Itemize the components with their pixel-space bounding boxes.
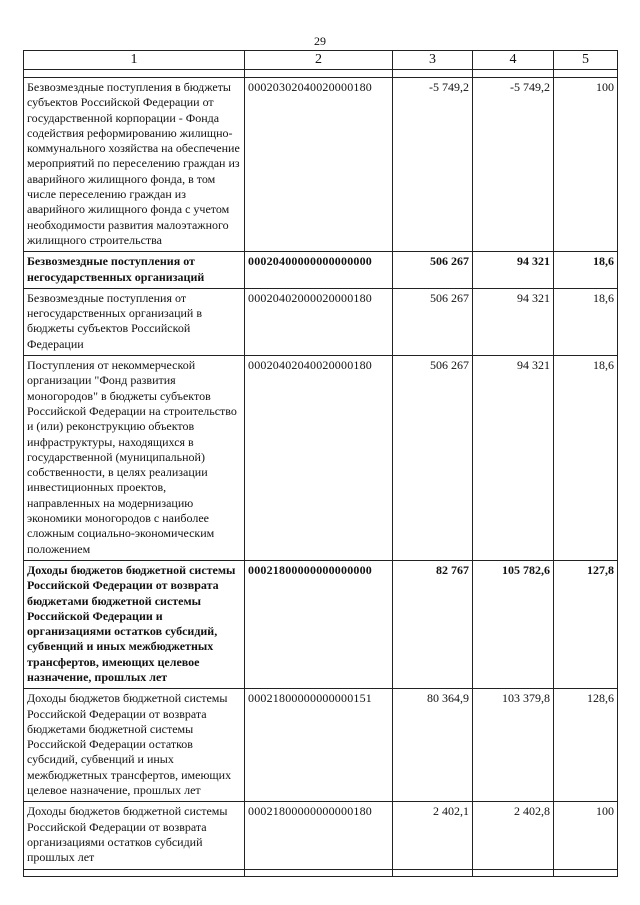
column-header-3: 3 bbox=[393, 51, 473, 70]
row-name-cell: Доходы бюджетов бюджетной системы Российской Федерации от возврата организациями остатков субсидий прошлых лет bbox=[24, 802, 245, 869]
budget-revenue-table bbox=[23, 50, 618, 877]
table-row bbox=[24, 252, 618, 289]
column-header-4: 4 bbox=[473, 51, 554, 70]
page-number: 29 bbox=[314, 34, 326, 48]
row-col5-cell: 18,6 bbox=[554, 356, 618, 561]
table-row bbox=[24, 356, 618, 561]
row-col3-cell: 82 767 bbox=[393, 560, 473, 688]
table-header bbox=[24, 51, 618, 70]
row-col4-cell: 94 321 bbox=[473, 288, 554, 355]
row-col3-cell: 2 402,1 bbox=[393, 802, 473, 869]
row-name-cell: Доходы бюджетов бюджетной системы Российской Федерации от возврата бюджетами бюджетной системы Российской Федерации и организациями остатков субсидий, субвенций и иных межбюджетных трансфертов, имеющих целевое назначение, прошлых лет bbox=[24, 560, 245, 688]
row-code-cell: 00020402000020000180 bbox=[245, 288, 393, 355]
row-code-cell: 00021800000000000000 bbox=[245, 560, 393, 688]
row-col3-cell: 506 267 bbox=[393, 356, 473, 561]
table-body bbox=[24, 70, 618, 877]
row-name-cell: Безвозмездные поступления от негосударственных организаций bbox=[24, 252, 245, 289]
row-code-cell: 00021800000000000180 bbox=[245, 802, 393, 869]
table-row bbox=[24, 560, 618, 688]
row-col4-cell: 2 402,8 bbox=[473, 802, 554, 869]
row-col4-cell: 94 321 bbox=[473, 356, 554, 561]
row-col4-cell: 94 321 bbox=[473, 252, 554, 289]
row-col5-cell: 128,6 bbox=[554, 689, 618, 802]
row-col5-cell: 100 bbox=[554, 78, 618, 252]
row-name-cell: Поступления от некоммерческой организации "Фонд развития моногородов" в бюджеты субъектов Российской Федерации на строительство и (или) реконструкцию объектов инфраструктуры, находящихся в государственной (муниципальной) собственности, в целях реализации инвестиционных проектов, направленных на модернизацию экономики моногородов с наиболее сложным социально-экономическим положением bbox=[24, 356, 245, 561]
row-code-cell: 00020302040020000180 bbox=[245, 78, 393, 252]
table-closing-row bbox=[24, 869, 618, 876]
row-name-cell: Доходы бюджетов бюджетной системы Российской Федерации от возврата бюджетами бюджетной системы Российской Федерации остатков субсидий, субвенций и иных межбюджетных трансфертов, имеющих целевое назначение, прошлых лет bbox=[24, 689, 245, 802]
row-col5-cell: 127,8 bbox=[554, 560, 618, 688]
row-col5-cell: 18,6 bbox=[554, 288, 618, 355]
row-col3-cell: 506 267 bbox=[393, 252, 473, 289]
row-name-cell: Безвозмездные поступления в бюджеты субъектов Российской Федерации от государственной корпорации - Фонда содействия реформированию жилищно-коммунального хозяйства на обеспечение мероприятий по переселению граждан из аварийного жилищного фонда, в том числе переселению граждан из аварийного жилищного фонда с учетом необходимости развития малоэтажного жилищного строительства bbox=[24, 78, 245, 252]
column-header-1: 1 bbox=[24, 51, 245, 70]
table-row bbox=[24, 288, 618, 355]
row-code-cell: 00021800000000000151 bbox=[245, 689, 393, 802]
row-col5-cell: 100 bbox=[554, 802, 618, 869]
table-row bbox=[24, 802, 618, 869]
row-name-cell: Безвозмездные поступления от негосударственных организаций в бюджеты субъектов Российской Федерации bbox=[24, 288, 245, 355]
spacer-row bbox=[24, 70, 618, 78]
table-row bbox=[24, 78, 618, 252]
header-row bbox=[24, 51, 618, 70]
row-col5-cell: 18,6 bbox=[554, 252, 618, 289]
column-header-2: 2 bbox=[245, 51, 393, 70]
row-col4-cell: 105 782,6 bbox=[473, 560, 554, 688]
row-code-cell: 00020400000000000000 bbox=[245, 252, 393, 289]
column-header-5: 5 bbox=[554, 51, 618, 70]
row-code-cell: 00020402040020000180 bbox=[245, 356, 393, 561]
row-col4-cell: 103 379,8 bbox=[473, 689, 554, 802]
row-col3-cell: 506 267 bbox=[393, 288, 473, 355]
row-col3-cell: -5 749,2 bbox=[393, 78, 473, 252]
row-col3-cell: 80 364,9 bbox=[393, 689, 473, 802]
row-col4-cell: -5 749,2 bbox=[473, 78, 554, 252]
table-row bbox=[24, 689, 618, 802]
